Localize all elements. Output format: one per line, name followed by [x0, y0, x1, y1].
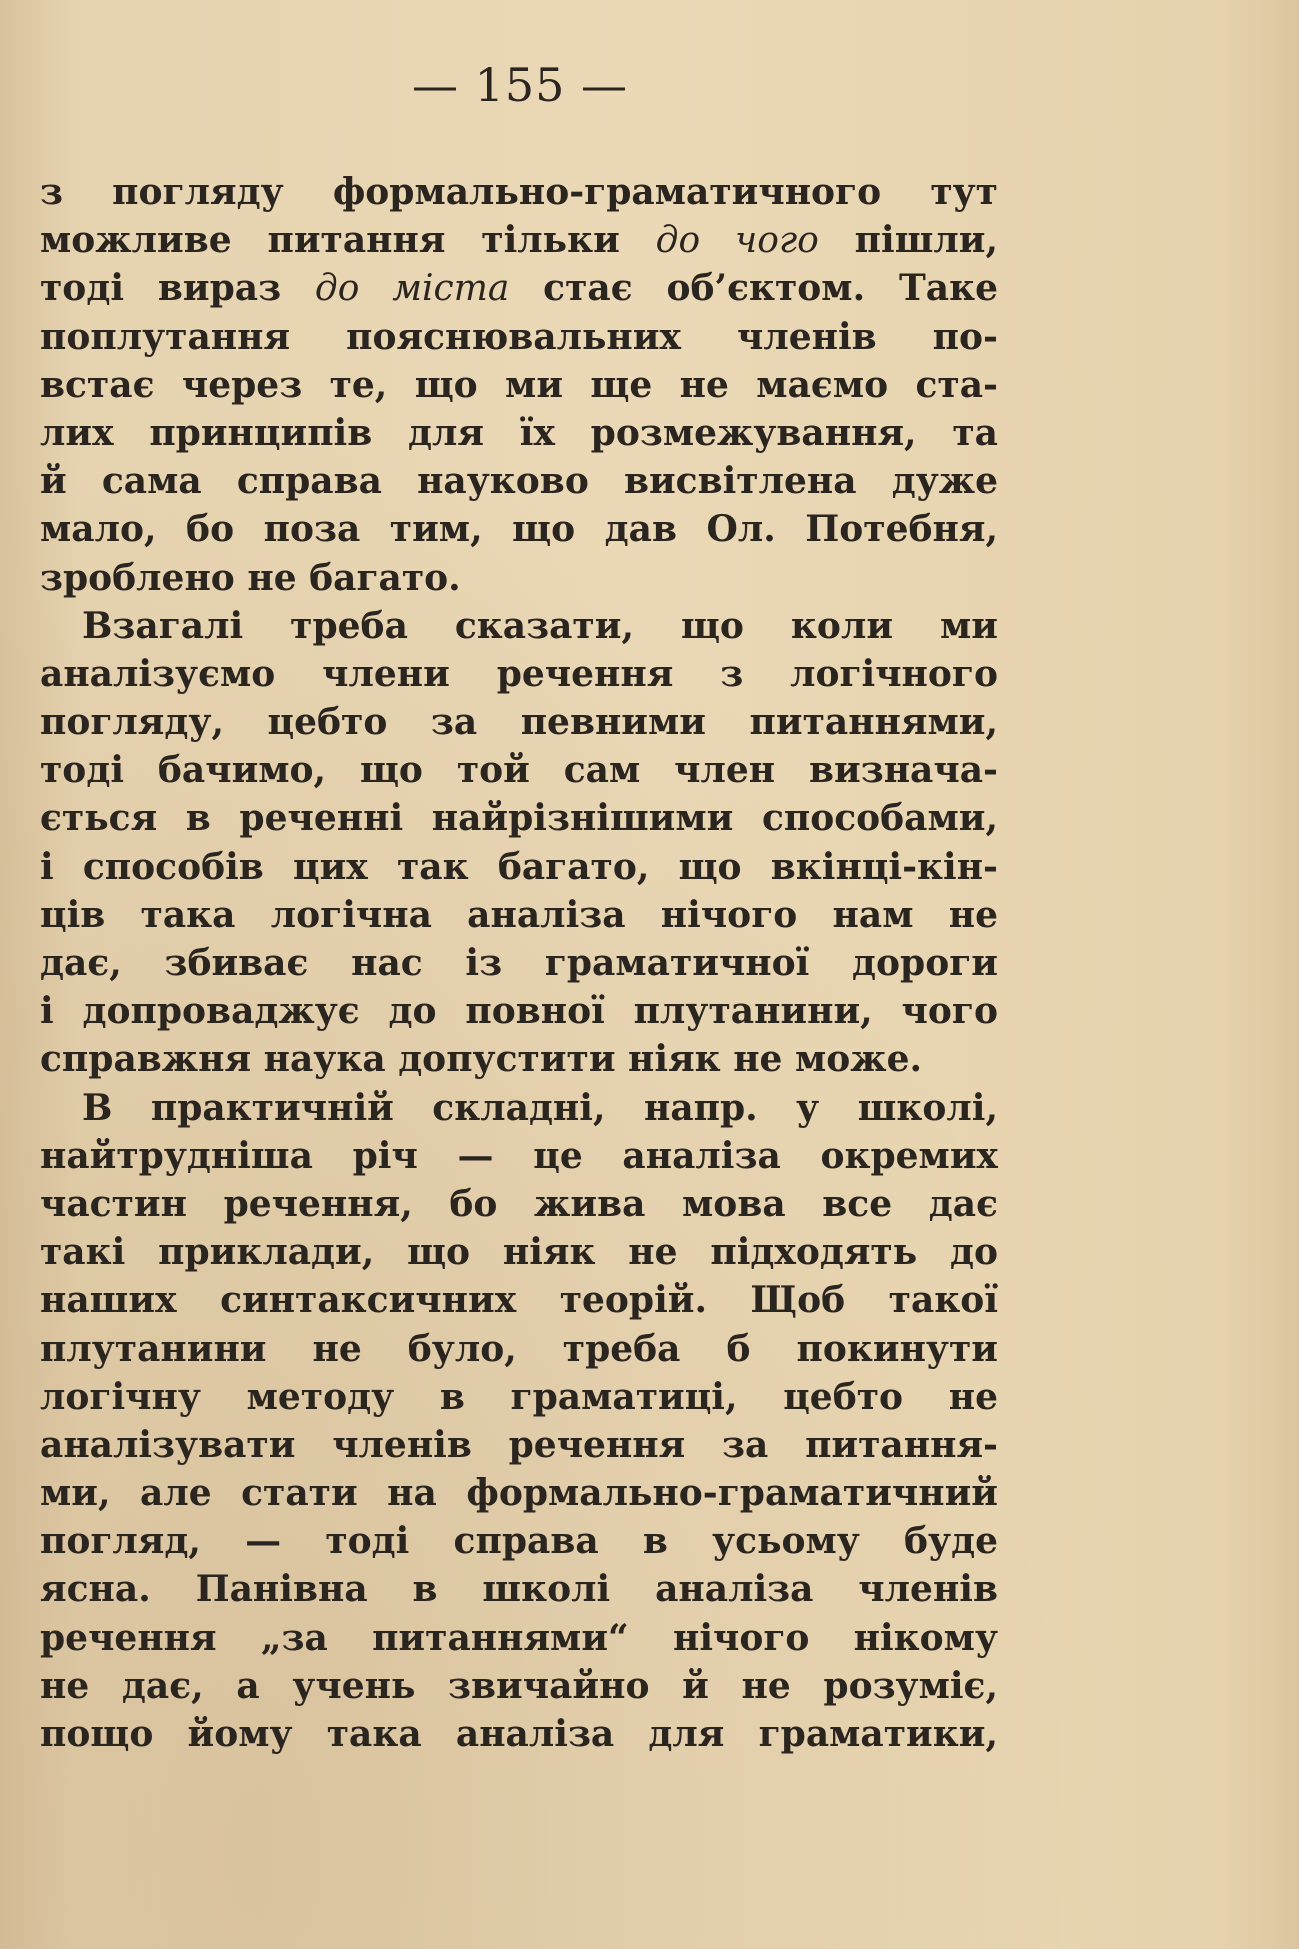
- text-line: і допроваджує до повної плутанини, чого: [40, 990, 998, 1033]
- text-line: логічну методу в граматиці, цебто не: [40, 1375, 998, 1418]
- page-number: — 155 —: [411, 58, 629, 112]
- text-line: погляду, цебто за певними питаннями,: [40, 701, 998, 744]
- text-span: пішли,: [818, 219, 998, 262]
- text-line: з погляду формально-граматичного тут: [40, 171, 998, 213]
- text-line: такі приклади, що ніяк не підходять до: [40, 1231, 998, 1274]
- text-line: наших синтаксичних теорій. Щоб такої: [40, 1279, 998, 1322]
- text-line: ясна. Панівна в школі аналіза членів: [40, 1568, 998, 1611]
- text-line: В практичній складні, напр. у школі,: [82, 1086, 998, 1129]
- text-line: ється в реченні найрізнішими способами,: [40, 797, 998, 840]
- text-line: зроблено не багато.: [40, 556, 461, 599]
- text-line: дає, збиває нас із граматичної дороги: [40, 942, 998, 984]
- text-span: тоді вираз: [40, 267, 315, 310]
- text-line: мало, бо поза тим, що дав Ол. Потебня,: [40, 508, 998, 551]
- text-line: пощо йому така аналіза для граматики,: [40, 1713, 998, 1755]
- text-line: погляд, — тоді справа в усьому буде: [40, 1520, 998, 1563]
- text-line: ми, але стати на формально-граматичний: [40, 1472, 998, 1515]
- page-text: [40, 168, 998, 1758]
- text-line: і способів цих так багато, що вкінці-кін-: [40, 845, 998, 888]
- text-line: частин речення, бо жива мова все дає: [40, 1182, 998, 1225]
- italic-phrase: до міста: [314, 268, 510, 310]
- text-line: поплутання пояснювальних членів по-: [40, 315, 998, 358]
- italic-phrase: до чого: [655, 220, 819, 262]
- text-line: не дає, а учень звичайно й не розуміє,: [40, 1664, 998, 1707]
- text-line: аналізуємо члени речення з логічного: [40, 652, 998, 695]
- text-line: [40, 216, 998, 264]
- text-line: [40, 264, 998, 312]
- text-line: Взагалі треба сказати, що коли ми: [82, 604, 998, 647]
- text-line: справжня наука допустити ніяк не може.: [40, 1038, 923, 1081]
- text-line: плутанини не було, треба б покинути: [40, 1327, 998, 1370]
- text-line: тоді бачимо, що той сам член визнача-: [40, 749, 998, 792]
- text-line: ців така логічна аналіза нічого нам не: [40, 893, 998, 936]
- text-span: можливе питання тільки: [40, 219, 656, 262]
- text-line: й сама справа науково висвітлена дуже: [40, 460, 998, 503]
- text-span: стає об’єктом. Таке: [509, 267, 998, 310]
- text-line: аналізувати членів речення за питання-: [40, 1423, 998, 1466]
- text-line: встає через те, що ми ще не маємо ста-: [40, 363, 998, 406]
- text-line: речення „за питаннями“ нічого нікому: [40, 1616, 998, 1659]
- text-line: лих принципів для їх розмежування, та: [40, 411, 998, 454]
- text-line: найтрудніша річ — це аналіза окремих: [40, 1134, 998, 1177]
